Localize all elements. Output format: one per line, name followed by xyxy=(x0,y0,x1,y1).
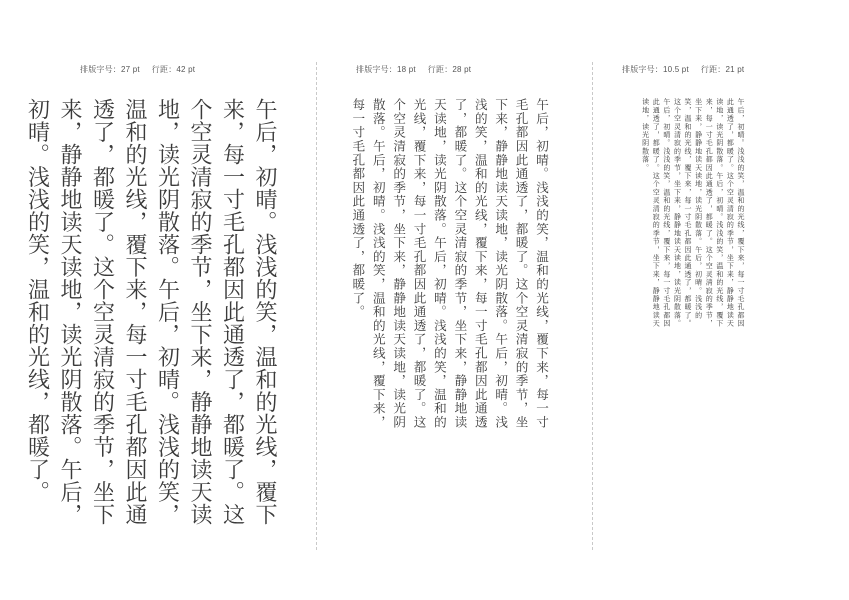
line-height-label: 行距：21 pt xyxy=(700,65,745,74)
font-size-label: 排版字号：10.5 pt xyxy=(622,65,689,74)
line-height-label: 行距：28 pt xyxy=(427,65,472,74)
font-size-label: 排版字号：18 pt xyxy=(356,65,416,74)
column-3-label xyxy=(622,64,756,75)
column-divider xyxy=(316,62,317,550)
vertical-text-sample-small: 午后，初晴。浅浅的笑，温和的光线，覆下来，每一寸毛孔都因此通透了，都暖了。这个空灵清寂的季节，坐下来，静静地读天读地，读光阴散落。午后，初晴。浅浅的笑，温和的光线，覆下来，每一寸毛孔都因此通透了，都暖了。这个空灵清寂的季节，坐下来，静静地读天读地，读光阴散落。午后，初晴。浅浅的笑，温和的光线，覆下来，每一寸毛孔都因此通透了，都暖了。这个空灵清寂的季节，坐下来，静静地读天读地，读光阴散落。午后，初晴。浅浅的笑，温和的光线，覆下来，每一寸毛孔都因此通透了，都暖了。这个空灵清寂的季节，坐下来，静静地读天读地，读光阴散落。 xyxy=(641,98,745,328)
vertical-text-sample-large: 午后，初晴。浅浅的笑，温和的光线，覆下来，每一寸毛孔都因此通透了，都暖了。这个空灵清寂的季节，坐下来，静静地读天读地，读光阴散落。午后，初晴。浅浅的笑，温和的光线，覆下来，每一寸毛孔都因此通透了，都暖了。这个空灵清寂的季节，坐下来，静静地读天读地，读光阴散落。午后，初晴。浅浅的笑，温和的光线，都暖了。 xyxy=(24,98,277,526)
vertical-text-sample-medium: 午后，初晴。浅浅的笑，温和的光线，覆下来，每一寸毛孔都因此通透了，都暖了。这个空灵清寂的季节，坐下来，静静地读天读地，读光阴散落。午后，初晴。浅浅的笑，温和的光线，覆下来，每一寸毛孔都因此通透了，都暖了。这个空灵清寂的季节，坐下来，静静地读天读地，读光阴散落。午后，初晴。浅浅的笑，温和的光线，覆下来，每一寸毛孔都因此通透了，都暖了。这个空灵清寂的季节，坐下来，静静地读天读地，读光阴散落。午后，初晴。浅浅的笑，温和的光线，覆下来，每一寸毛孔都因此通透了，都暖了。 xyxy=(350,98,549,430)
column-2-label xyxy=(356,64,483,75)
column-divider xyxy=(592,62,593,550)
column-1-label xyxy=(80,64,207,75)
line-height-label: 行距：42 pt xyxy=(151,65,196,74)
font-size-label: 排版字号：27 pt xyxy=(80,65,140,74)
